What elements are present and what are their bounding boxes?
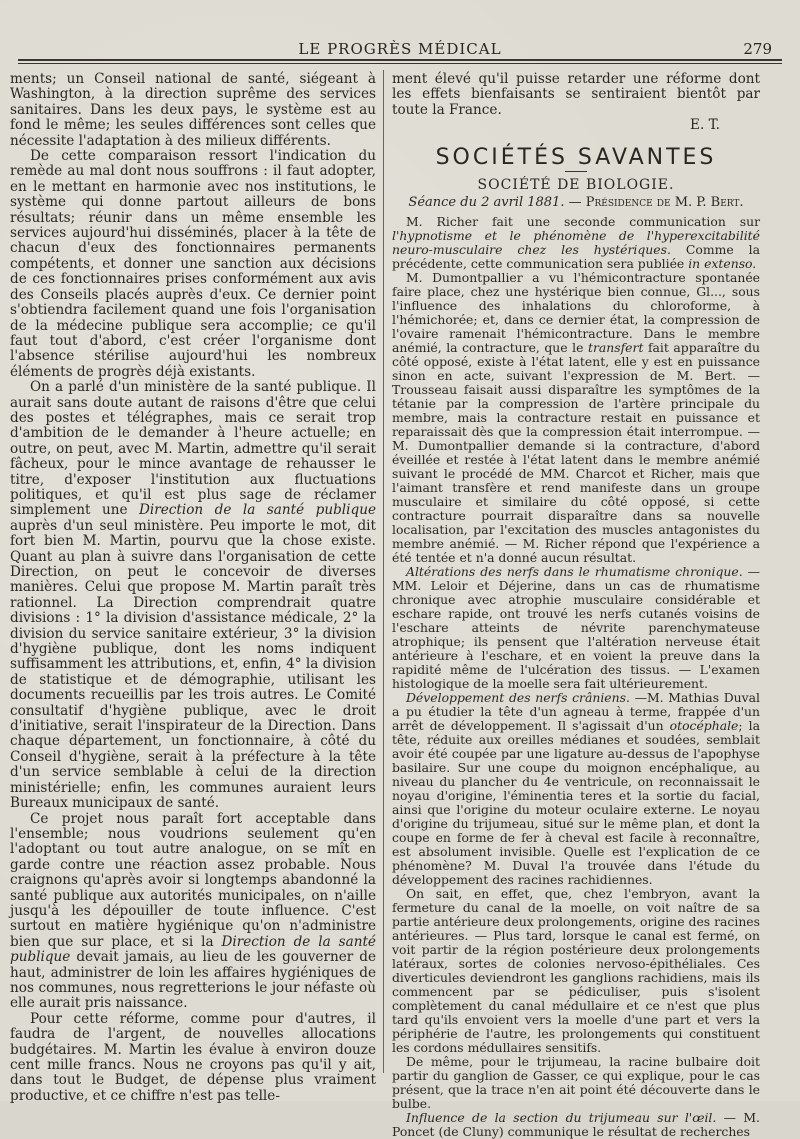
- paragraph-text: M. Richer fait une seconde communication sur: [406, 213, 760, 229]
- paragraph-text: —M. Mathias Duval a pu étudier la tête d'un agneau à terme, frappée d'un arrêt de développement. Il s'agissait d'un: [392, 689, 760, 733]
- society-report: [392, 215, 760, 1139]
- italic-text: in extenso.: [688, 255, 757, 271]
- paragraph: ment élevé qu'il puisse retarder une réforme dont les effets bienfaisants se sentiraient bientôt par toute la France.: [392, 71, 760, 118]
- right-column: [392, 71, 760, 1139]
- seance-line: [392, 195, 760, 210]
- paragraph: [392, 271, 760, 565]
- paragraph-text: M. Dumontpallier a vu l'hémicontracture spontanée faire place, chez une hystérique bien connue, Gl..., sous l'influence des inhalations du chloroforme, à l'hémichorée; et, dans ce dernier état, la compression de l'ovaire ramenait l'hémicontracture. Dans le membre anémié, la contracture, que le: [392, 269, 760, 355]
- italic-text: Direction de la santé publique: [10, 933, 376, 966]
- italic-text: Direction de la santé publique: [139, 502, 377, 519]
- paragraph: De cette comparaison ressort l'indication du remède au mal dont nous souffrons : il faut adopter, en le mettant en harmonie avec nos institutions, le système qui donne partout ailleurs de bons résultats; réunir dans un même ensemble les services aujourd'hui disséminés, placer à la tête de chacun d'eux des fonctionnaires permanents compétents, et donner une sanction aux décisions de ces fonctionnaires prises conformément aux avis des Conseils placés auprès d'eux. Ce dernier point s'obtiendra facilement quand une fois l'organisation de la médecine publique sera accomplie; ce qu'il faut tout d'abord, c'est créer l'organisme dont l'absence stérilise aujourd'hui les nombreux éléments de progrès déjà existants.: [10, 148, 376, 380]
- italic-text: Développement des nerfs crâniens.: [406, 689, 630, 705]
- column-separator: [383, 70, 384, 1073]
- paragraph: Pour cette réforme, comme pour d'autres, il faudra de l'argent, de nouvelles allocations budgétaires. M. Martin les évalue à environ douze cent mille francs. Nous ne croyons pas qu'il y ait, dans tout le Budget, de dépense plus vraiment productive, et ce chiffre n'est pas telle-: [10, 1010, 376, 1104]
- paragraph: [10, 380, 376, 811]
- running-head: [18, 30, 782, 60]
- paragraph-text: On a parlé d'un ministère de la santé publique. Il aurait sans doute autant de raisons d'être que celui des postes et télégraphes, mais ce serait trop d'ambition de le demander à l'heure actuelle; en outre, on peut, avec M. Martin, admettre qu'il serait fâcheux, pour le mince avantage de rehausser le titre, d'exposer l'institution aux fluctuations politiques, et qu'il est plus sage de réclamer simplement une: [10, 379, 376, 519]
- paragraph: [392, 691, 760, 887]
- paragraph-text: Ce projet nous paraît fort acceptable dans l'ensemble; nous voudrions seulement qu'en l'adoptant ou tout autre analogue, on se mît en garde contre une réaction assez probable. Nous craignons qu'après avoir si longtemps abandonné la santé publique aux autorités municipales, on n'aille jusqu'à les dépouiller de toute influence. C'est surtout en matière hygiénique qu'on n'administre bien que sur place, et si la: [10, 810, 376, 950]
- italic-text: Altérations des nerfs dans le rhumatisme chronique.: [406, 563, 743, 579]
- paragraph: [10, 812, 376, 1012]
- paragraph-text: Comme la précédente, cette communication sera publiée: [392, 241, 760, 271]
- seance-date: Séance du 2 avril 1881.: [408, 195, 565, 211]
- paragraph-text: auprès d'un seul ministère. Peu importe le mot, dit fort bien M. Martin, pourvu que la chose existe. Quant au plan à suivre dans l'organisation de cette Direction, on peut le concevoir de diverses manières. Celui que propose M. Martin paraît très rationnel. La Direction comprendrait quatre divisions : 1° la division d'assistance médicale, 2° la division du service sanitaire extérieur, 3° la division d'hygiène publique, dont les noms indiquent suffisamment les attributions, et, enfin, 4° la division de statistique et de démographie, utilisant les documents recueillis par les trois autres. Le Comité consultatif d'hygiène publique, avec le droit d'initiative, serait l'inspirateur de la Direction. Dans chaque département, un fonctionnaire, à côté du Conseil d'hygiène, serait à la préfecture à la tête d'un service semblable à celui de la direction ministérielle; enfin, les communes auraient leurs Bureaux municipaux de santé.: [10, 517, 376, 812]
- paragraph-text: — M. Poncet (de Cluny) communique le résultat de recherches: [392, 1109, 760, 1139]
- paragraph-text: — MM. Leloir et Déjerine, dans un cas de rhumatisme chronique avec atrophie musculaire considérable et eschare rapide, ont trouvé les nerfs cutanés voisins de l'eschare atteints de névrite parenchymateuse atrophique; ils pensent que l'altération nerveuse était antérieure à l'eschare, et en voient la preuve dans la rapidité même de l'ulcération des tissus. — L'examen histologique de la moelle sera fait ultérieurement.: [392, 563, 760, 691]
- paragraph: [392, 215, 760, 271]
- seance-presidency: — Présidence de M. P. Bert.: [568, 195, 744, 211]
- society-name: SOCIÉTÉ DE BIOLOGIE.: [477, 177, 675, 194]
- paragraph: [392, 1111, 760, 1139]
- paragraph: On sait, en effet, que, chez l'embryon, avant la fermeture du canal de la moelle, on voit naître de sa partie antérieure deux prolongements, origine des racines antérieures. — Plus tard, lorsque le canal est fermé, on voit partir de la région postérieure deux prolongements latéraux, sortes de colonies nervoso-épithéliales. Ces diverticules deviendront les ganglions rachidiens, mais ils commencent par se pédiculiser, puis s'isolent complètement du canal médullaire et ce n'est que plus tard qu'ils envoient vers la moelle d'une part et vers la périphérie de l'autre, les prolongements qui constituent les cordons médullaires sensitifs.: [392, 885, 760, 1055]
- italic-text: otocéphale: [669, 717, 739, 733]
- section-rule: [565, 171, 587, 172]
- author-signature: E. T.: [690, 117, 720, 134]
- paragraph-text: devait jamais, au lieu de les gouverner de haut, administrer de loin les affaires hygiéniques de nos communes, nous regretterions le jour néfaste où elle aurait pris naissance.: [10, 949, 376, 1012]
- paragraph-text: ; la tête, réduite aux oreilles médianes et soudées, semblait avoir été coupée par une ligature au-dessus de l'apophyse basilaire. Sur une coupe du moignon encéphalique, au niveau du plancher du 4e ventricule, on reconnaissait le noyau d'origine, l'éminentia teres et la sortie du facial, ainsi que l'origine du moteur oculaire externe. Le noyau d'origine du trijumeau, situé sur le même plan, et dont la coupe en forme de fer à cheval est facile à reconnaître, est absolument invisible. Quelle est l'explication de ce phénomène? M. Duval l'a trouvée dans l'étude du développement des racines rachidiennes.: [392, 717, 760, 887]
- paragraph: ments; un Conseil national de santé, siégeant à Washington, à la direction suprême des services sanitaires. Dans les deux pays, le système est au fond le même; les seules différences sont celles que nécessite l'adaptation à des milieux différents.: [10, 71, 376, 149]
- italic-text: l'hypnotisme et le phénomène de l'hyperexcitabilité neuro-musculaire chez les hystériques.: [392, 227, 760, 257]
- italic-text: Influence de la section du trijumeau sur l'œil.: [406, 1109, 717, 1125]
- header-rule: [18, 59, 782, 61]
- section-title: SOCIÉTÉS SAVANTES: [435, 144, 717, 170]
- paragraph: [392, 565, 760, 691]
- paragraph: De même, pour le trijumeau, la racine bulbaire doit partir du ganglion de Gasser, ce qui explique, pour le cas présent, que la trace n'en ait point été découverte dans le bulbe.: [392, 1053, 760, 1111]
- header-rule-thin: [18, 63, 782, 64]
- italic-text: transfert: [587, 339, 644, 355]
- journal-title: LE PROGRÈS MÉDICAL: [298, 40, 502, 58]
- paragraph-text: fait apparaître du côté opposé, existe à l'état latent, elle y est en puissance sinon en acte, suivant l'expression de M. Bert. — Trousseau faisait aussi disparaître les symptômes de la tétanie par la compression de l'artère principale du membre, mais la contracture restait en puissance et reparaissait dès que la compression était interrompue. — M. Dumontpallier demande si la contracture, d'abord éveillée et restée à l'état latent dans le membre anémié suivant le procédé de MM. Charcot et Richer, mais que l'aimant transfère et rend manifeste dans un groupe musculaire et similaire du côté opposé, si cette contracture pourrait disparaître dans sa nouvelle localisation, par l'excitation des muscles antagonistes du membre anémié. — M. Richer répond que l'expérience a été tentée et n'a donné aucun résultat.: [392, 339, 760, 565]
- page-number: 279: [743, 40, 772, 58]
- left-column: [10, 71, 377, 1104]
